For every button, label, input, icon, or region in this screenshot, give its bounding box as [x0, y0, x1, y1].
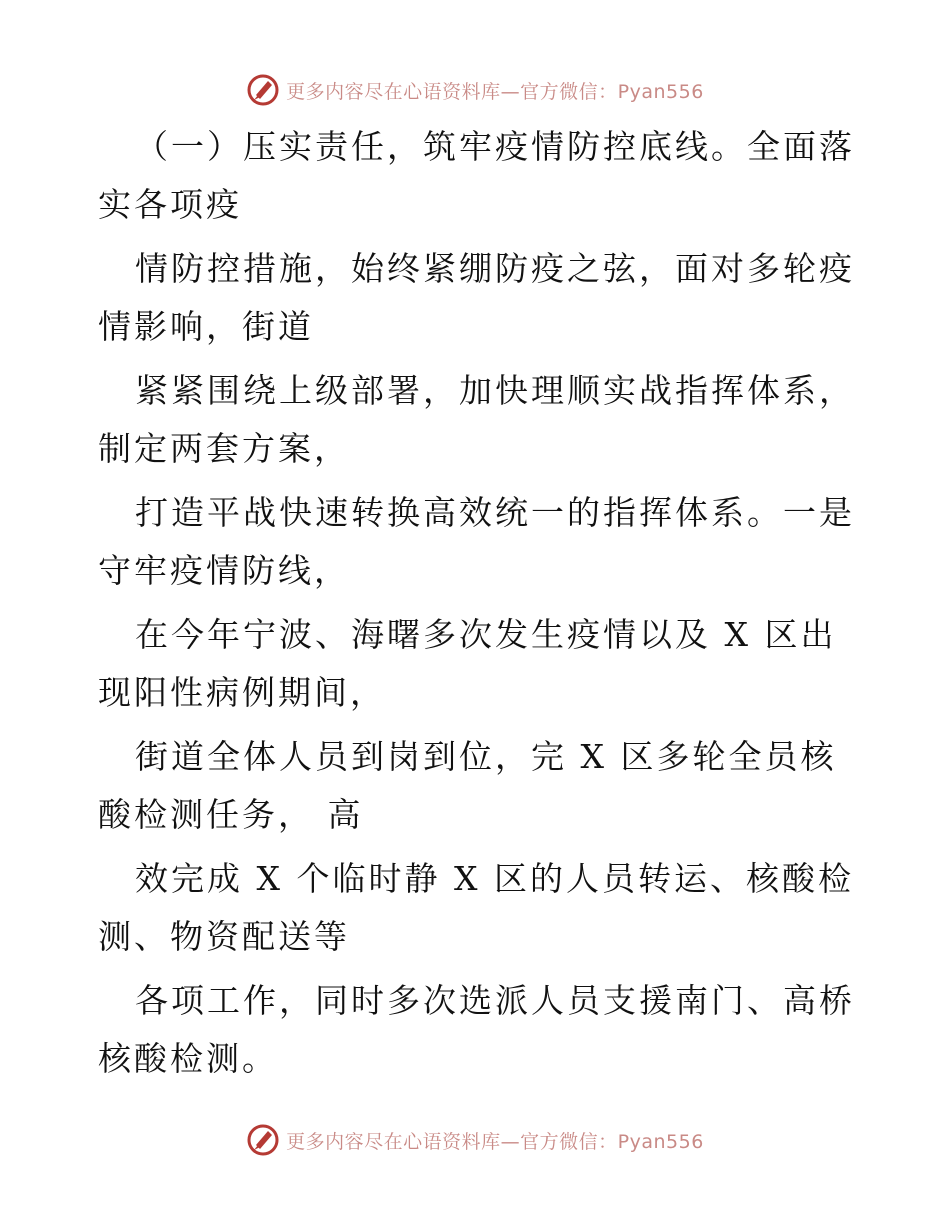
- paragraph: 各项工作，同时多次选派人员支援南门、高桥核酸检测。: [98, 981, 855, 1078]
- watermark-logo-icon: [246, 1123, 280, 1157]
- paragraph: 紧紧围绕上级部署，加快理顺实战指挥体系，制定两套方案，: [98, 371, 855, 468]
- watermark-text: 更多内容尽在心语资料库—官方微信：Pyan556: [286, 80, 704, 103]
- paragraph: 在今年宁波、海曙多次发生疫情以及 X 区出现阳性病例期间，: [98, 615, 837, 712]
- paragraph: 效完成 X 个临时静 X 区的人员转运、核酸检测、物资配送等: [98, 859, 854, 956]
- paragraph: 街道全体人员到岗到位，完 X 区多轮全员核酸检测任务， 高: [98, 737, 837, 834]
- paragraph: 打造平战快速转换高效统一的指挥体系。一是守牢疫情防线，: [98, 493, 855, 590]
- watermark-logo-icon: [246, 73, 280, 107]
- footer-watermark: [0, 1120, 950, 1160]
- document-body: [98, 118, 858, 1088]
- watermark-text: 更多内容尽在心语资料库—官方微信：Pyan556: [286, 1130, 704, 1153]
- header-watermark: [0, 70, 950, 110]
- paragraph: （一）压实责任，筑牢疫情防控底线。全面落实各项疫: [98, 127, 855, 224]
- paragraph: 情防控措施，始终紧绷防疫之弦，面对多轮疫情影响，街道: [98, 249, 855, 346]
